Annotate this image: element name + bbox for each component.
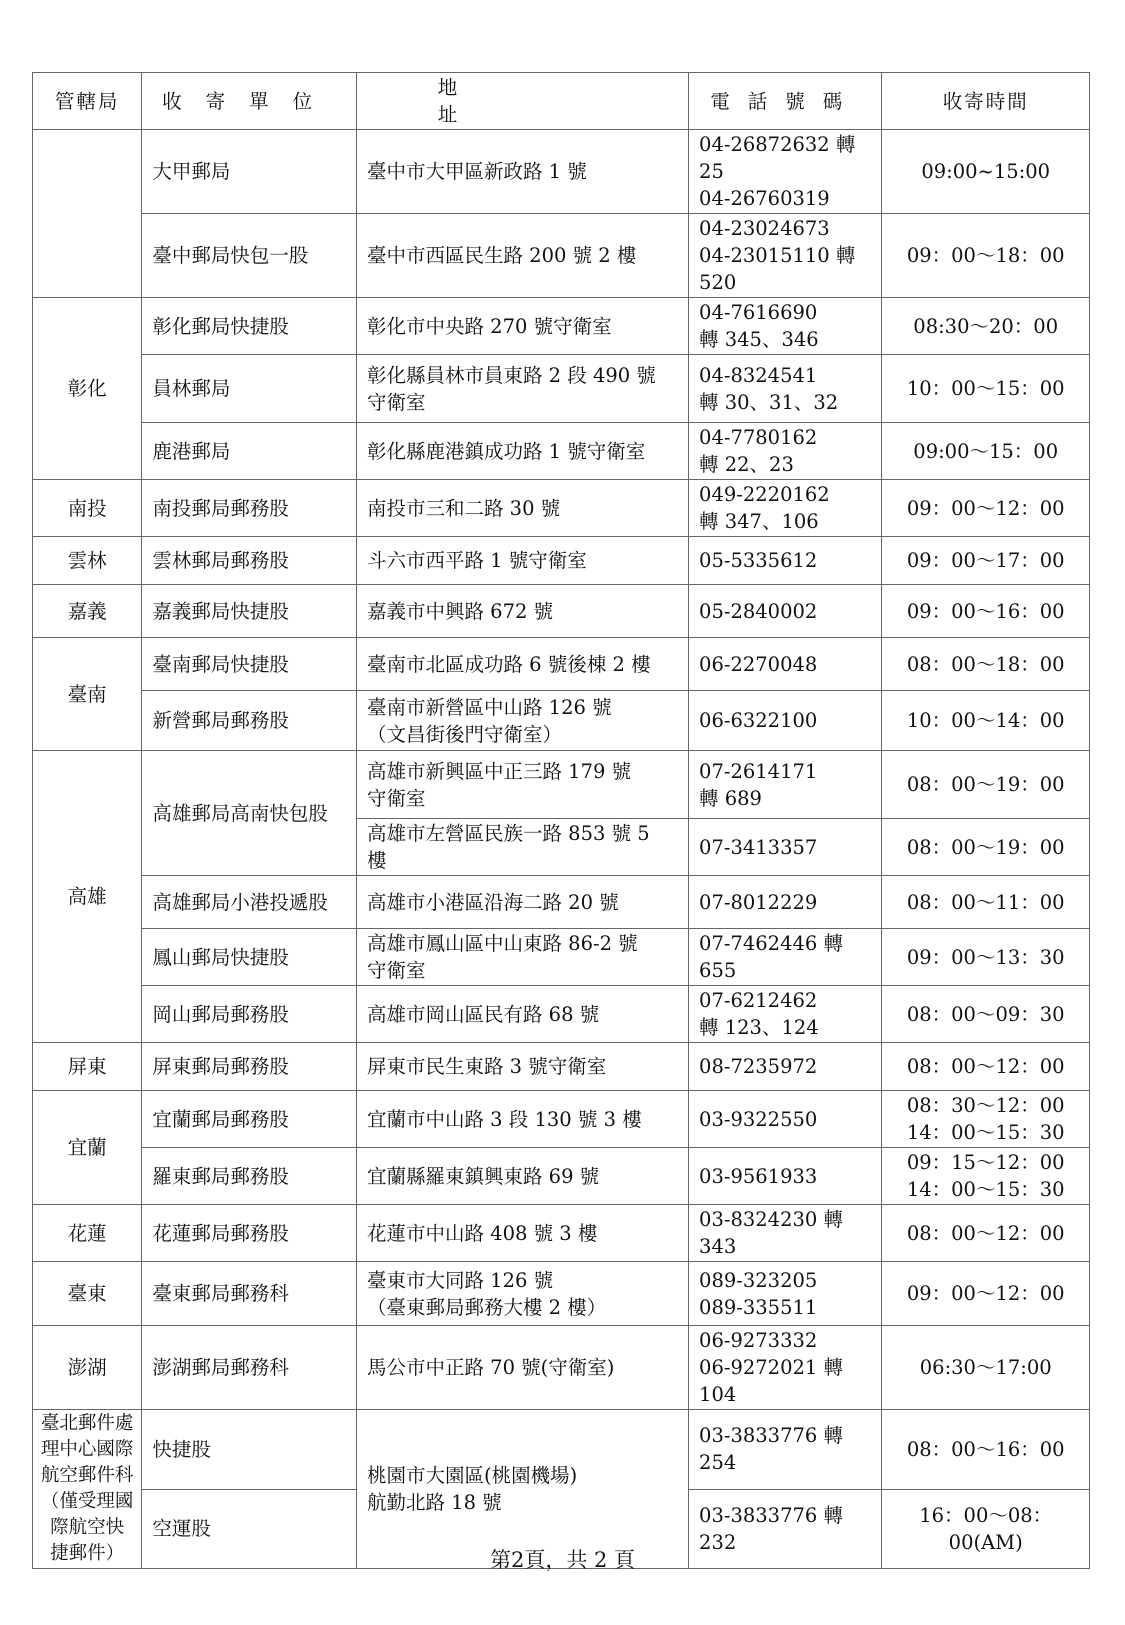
phone-cell: 04-23024673 04-23015110 轉 520 xyxy=(689,214,882,298)
address-cell: 彰化縣員林市員東路 2 段 490 號 守衛室 xyxy=(356,355,688,423)
hours-cell: 08：00～19：00 xyxy=(882,751,1090,819)
address-cell: 斗六市西平路 1 號守衛室 xyxy=(356,537,688,585)
table-row xyxy=(33,423,1090,480)
bureau-cell: 臺北郵件處 理中心國際 航空郵件科 （僅受理國 際航空快 捷郵件） xyxy=(33,1410,142,1569)
table-row xyxy=(33,1148,1090,1205)
unit-cell: 大甲郵局 xyxy=(142,130,357,214)
bureau-cell: 宜蘭 xyxy=(33,1091,142,1205)
bureau-cell: 花蓮 xyxy=(33,1205,142,1262)
hours-cell: 16：00～08：00(AM) xyxy=(882,1489,1090,1569)
bureau-cell: 屏東 xyxy=(33,1043,142,1091)
unit-cell: 高雄郵局高南快包股 xyxy=(142,751,357,876)
table-row xyxy=(33,638,1090,691)
table-row xyxy=(33,214,1090,298)
header-hours: 收寄時間 xyxy=(882,73,1090,130)
unit-cell: 鳳山郵局快捷股 xyxy=(142,929,357,986)
address-cell: 臺中市大甲區新政路 1 號 xyxy=(356,130,688,214)
address-cell: 臺中市西區民生路 200 號 2 樓 xyxy=(356,214,688,298)
hours-cell: 08：00～19：00 xyxy=(882,819,1090,876)
header-phone: 電話號碼 xyxy=(689,73,882,130)
address-cell: 高雄市岡山區民有路 68 號 xyxy=(356,986,688,1043)
unit-cell: 雲林郵局郵務股 xyxy=(142,537,357,585)
hours-cell: 06:30～17:00 xyxy=(882,1326,1090,1410)
phone-cell: 03-3833776 轉 232 xyxy=(689,1489,882,1569)
address-cell: 桃園市大園區(桃園機場) 航勤北路 18 號 xyxy=(356,1410,688,1569)
unit-cell: 新營郵局郵務股 xyxy=(142,691,357,751)
phone-cell: 049-2220162 轉 347、106 xyxy=(689,480,882,537)
phone-cell: 07-8012229 xyxy=(689,876,882,929)
address-cell: 彰化市中央路 270 號守衛室 xyxy=(356,298,688,355)
unit-cell: 員林郵局 xyxy=(142,355,357,423)
unit-cell: 空運股 xyxy=(142,1489,357,1569)
page-footer: 第2頁，共 2 頁 xyxy=(489,1548,636,1572)
phone-cell: 03-8324230 轉 343 xyxy=(689,1205,882,1262)
table-row xyxy=(33,1091,1090,1148)
phone-cell: 05-5335612 xyxy=(689,537,882,585)
unit-cell: 高雄郵局小港投遞股 xyxy=(142,876,357,929)
table-row xyxy=(33,537,1090,585)
table-row xyxy=(33,130,1090,214)
bureau-cell: 嘉義 xyxy=(33,585,142,638)
table-row xyxy=(33,298,1090,355)
bureau-cell: 臺東 xyxy=(33,1262,142,1326)
hours-cell: 09：00～13：30 xyxy=(882,929,1090,986)
table-row xyxy=(33,691,1090,751)
header-row xyxy=(33,73,1090,130)
table-row xyxy=(33,1326,1090,1410)
table-row xyxy=(33,355,1090,423)
hours-cell: 08:30～20：00 xyxy=(882,298,1090,355)
phone-cell: 05-2840002 xyxy=(689,585,882,638)
bureau-cell: 澎湖 xyxy=(33,1326,142,1410)
phone-cell: 03-9322550 xyxy=(689,1091,882,1148)
phone-cell: 06-9273332 06-9272021 轉 104 xyxy=(689,1326,882,1410)
table-row xyxy=(33,751,1090,819)
unit-cell: 宜蘭郵局郵務股 xyxy=(142,1091,357,1148)
unit-cell: 鹿港郵局 xyxy=(142,423,357,480)
hours-cell: 09：15～12：00 14：00～15：30 xyxy=(882,1148,1090,1205)
bureau-cell: 彰化 xyxy=(33,298,142,480)
address-cell: 花蓮市中山路 408 號 3 樓 xyxy=(356,1205,688,1262)
table-row xyxy=(33,1410,1090,1490)
hours-cell: 09：00～12：00 xyxy=(882,1262,1090,1326)
address-cell: 高雄市鳳山區中山東路 86-2 號 守衛室 xyxy=(356,929,688,986)
table-row xyxy=(33,1205,1090,1262)
hours-cell: 08：00～12：00 xyxy=(882,1205,1090,1262)
phone-cell: 089-323205 089-335511 xyxy=(689,1262,882,1326)
hours-cell: 09：00～18：00 xyxy=(882,214,1090,298)
phone-cell: 07-6212462 轉 123、124 xyxy=(689,986,882,1043)
address-cell: 宜蘭縣羅東鎮興東路 69 號 xyxy=(356,1148,688,1205)
bureau-cell: 南投 xyxy=(33,480,142,537)
phone-cell: 07-3413357 xyxy=(689,819,882,876)
unit-cell: 臺東郵局郵務科 xyxy=(142,1262,357,1326)
phone-cell: 03-9561933 xyxy=(689,1148,882,1205)
table-row xyxy=(33,1043,1090,1091)
header-unit: 收寄單位 xyxy=(142,73,357,130)
phone-cell: 07-2614171 轉 689 xyxy=(689,751,882,819)
hours-cell: 10：00～14：00 xyxy=(882,691,1090,751)
phone-cell: 04-26872632 轉 25 04-26760319 xyxy=(689,130,882,214)
post-office-table xyxy=(32,72,1090,1569)
unit-cell: 羅東郵局郵務股 xyxy=(142,1148,357,1205)
bureau-cell: 臺南 xyxy=(33,638,142,751)
hours-cell: 08：00～09：30 xyxy=(882,986,1090,1043)
table-row xyxy=(33,480,1090,537)
unit-cell: 彰化郵局快捷股 xyxy=(142,298,357,355)
unit-cell: 嘉義郵局快捷股 xyxy=(142,585,357,638)
phone-cell: 03-3833776 轉 254 xyxy=(689,1410,882,1490)
hours-cell: 08：00～16：00 xyxy=(882,1410,1090,1490)
hours-cell: 08：00～12：00 xyxy=(882,1043,1090,1091)
address-cell: 彰化縣鹿港鎮成功路 1 號守衛室 xyxy=(356,423,688,480)
address-cell: 馬公市中正路 70 號(守衛室) xyxy=(356,1326,688,1410)
address-cell: 高雄市小港區沿海二路 20 號 xyxy=(356,876,688,929)
hours-cell: 09：00～17：00 xyxy=(882,537,1090,585)
hours-cell: 08：00～11：00 xyxy=(882,876,1090,929)
table-row xyxy=(33,876,1090,929)
bureau-cell: 高雄 xyxy=(33,751,142,1043)
unit-cell: 屏東郵局郵務股 xyxy=(142,1043,357,1091)
hours-cell: 09:00～15：00 xyxy=(882,423,1090,480)
phone-cell: 04-7780162 轉 22、23 xyxy=(689,423,882,480)
table-row xyxy=(33,1262,1090,1326)
hours-cell: 09：00～12：00 xyxy=(882,480,1090,537)
header-address: 地址 xyxy=(356,73,688,130)
hours-cell: 10：00～15：00 xyxy=(882,355,1090,423)
phone-cell: 06-6322100 xyxy=(689,691,882,751)
table-row xyxy=(33,585,1090,638)
phone-cell: 04-7616690 轉 345、346 xyxy=(689,298,882,355)
address-cell: 高雄市新興區中正三路 179 號 守衛室 xyxy=(356,751,688,819)
address-cell: 宜蘭市中山路 3 段 130 號 3 樓 xyxy=(356,1091,688,1148)
bureau-cell-empty xyxy=(33,130,142,298)
hours-cell: 08：00～18：00 xyxy=(882,638,1090,691)
address-cell: 南投市三和二路 30 號 xyxy=(356,480,688,537)
hours-cell: 09：00～16：00 xyxy=(882,585,1090,638)
address-cell: 高雄市左營區民族一路 853 號 5 樓 xyxy=(356,819,688,876)
unit-cell: 花蓮郵局郵務股 xyxy=(142,1205,357,1262)
unit-cell: 快捷股 xyxy=(142,1410,357,1490)
unit-cell: 岡山郵局郵務股 xyxy=(142,986,357,1043)
bureau-cell: 雲林 xyxy=(33,537,142,585)
phone-cell: 06-2270048 xyxy=(689,638,882,691)
address-cell: 臺南市北區成功路 6 號後棟 2 樓 xyxy=(356,638,688,691)
table-row xyxy=(33,986,1090,1043)
unit-cell: 南投郵局郵務股 xyxy=(142,480,357,537)
unit-cell: 臺中郵局快包一股 xyxy=(142,214,357,298)
address-cell: 臺東市大同路 126 號 （臺東郵局郵務大樓 2 樓） xyxy=(356,1262,688,1326)
address-cell: 嘉義市中興路 672 號 xyxy=(356,585,688,638)
address-cell: 屏東市民生東路 3 號守衛室 xyxy=(356,1043,688,1091)
phone-cell: 07-7462446 轉 655 xyxy=(689,929,882,986)
address-cell: 臺南市新營區中山路 126 號 （文昌街後門守衛室） xyxy=(356,691,688,751)
header-bureau: 管轄局 xyxy=(33,73,142,130)
hours-cell: 08：30～12：00 14：00～15：30 xyxy=(882,1091,1090,1148)
hours-cell: 09:00~15:00 xyxy=(882,130,1090,214)
phone-cell: 04-8324541 轉 30、31、32 xyxy=(689,355,882,423)
table-row xyxy=(33,929,1090,986)
phone-cell: 08-7235972 xyxy=(689,1043,882,1091)
unit-cell: 臺南郵局快捷股 xyxy=(142,638,357,691)
unit-cell: 澎湖郵局郵務科 xyxy=(142,1326,357,1410)
